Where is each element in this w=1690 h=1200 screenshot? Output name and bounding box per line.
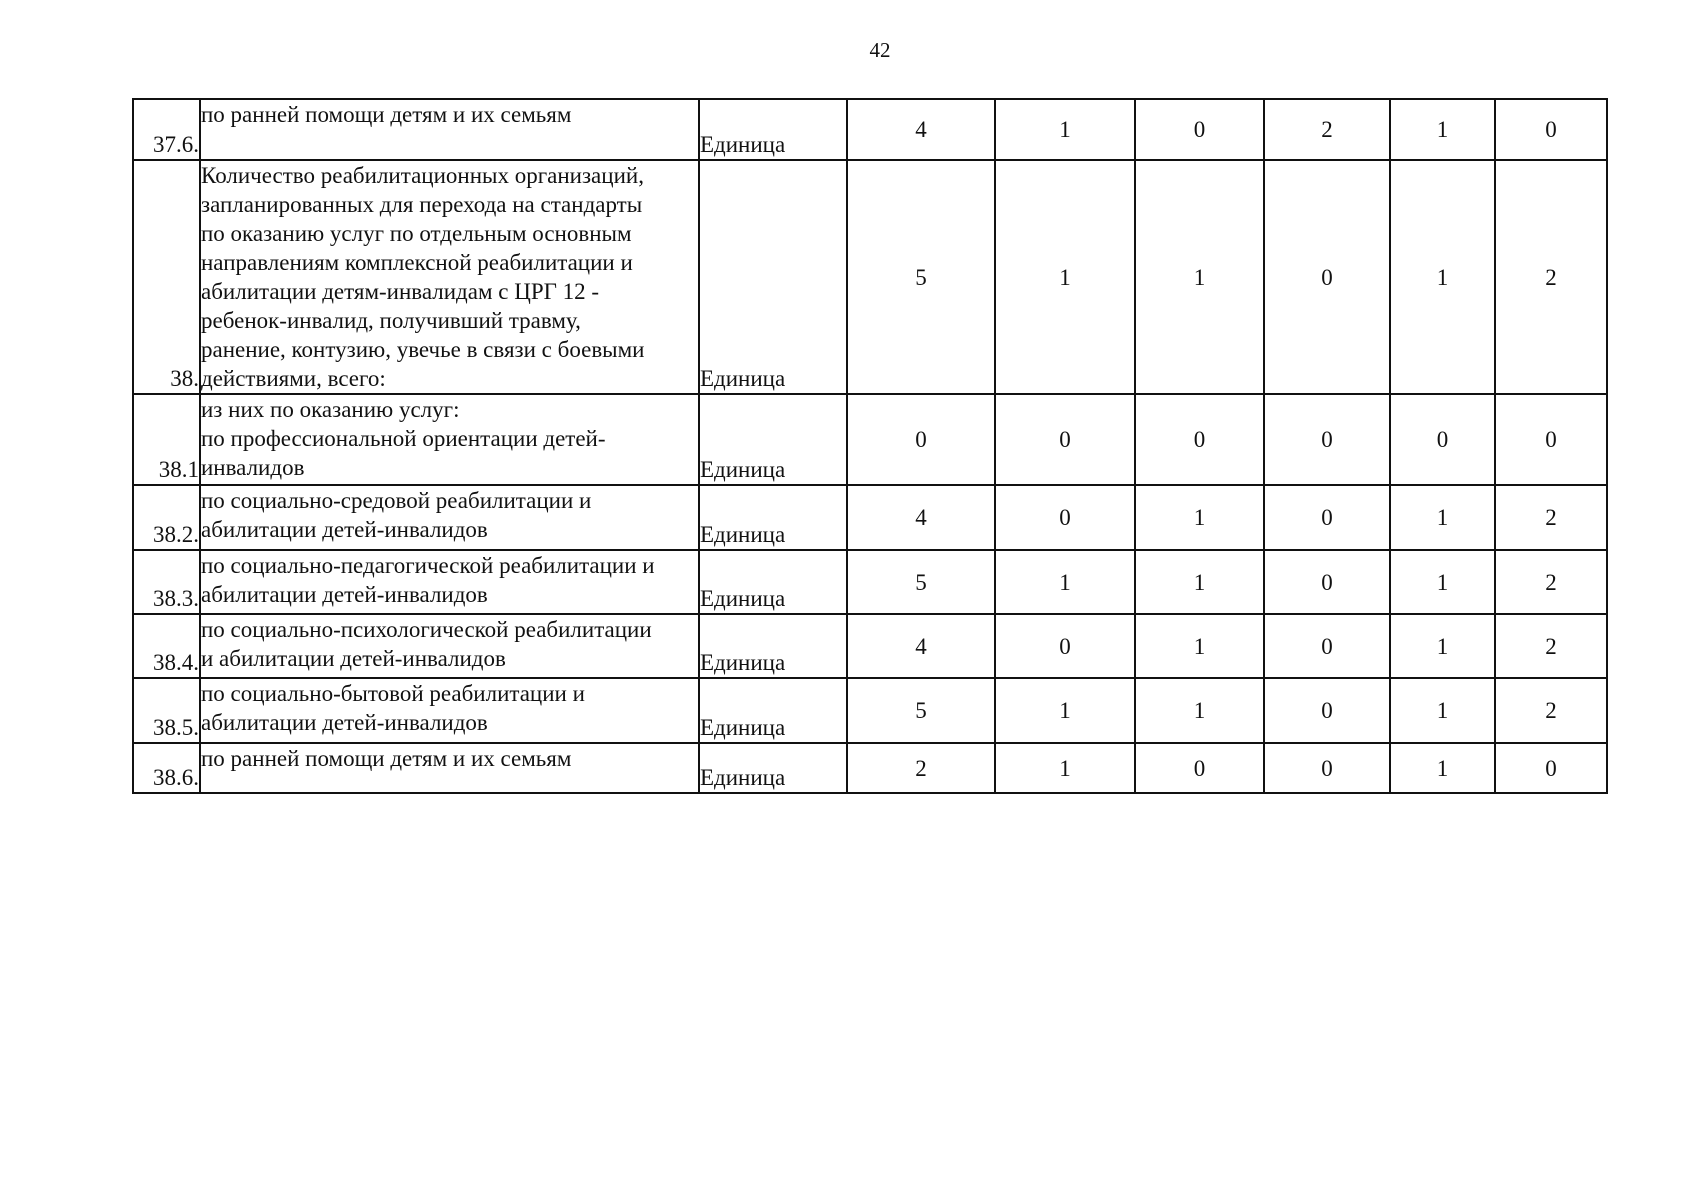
table-row [133, 394, 1607, 485]
row-description: по ранней помощи детям и их семьям [200, 99, 699, 160]
value-cell: 0 [1495, 743, 1607, 793]
row-description: по социально-психологической реабилитации и абилитации детей-инвалидов [200, 614, 699, 678]
value-cell: 0 [1135, 99, 1264, 160]
value-cell: 0 [995, 485, 1135, 550]
value-cell: 4 [847, 485, 995, 550]
value-cell: 2 [1495, 485, 1607, 550]
value-cell: 2 [1264, 99, 1390, 160]
value-cell: 0 [1264, 394, 1390, 485]
value-cell: 1 [1390, 614, 1495, 678]
table-row [133, 99, 1607, 160]
row-number: 38.4. [133, 614, 200, 678]
value-cell: 4 [847, 99, 995, 160]
value-cell: 0 [1495, 99, 1607, 160]
row-number: 38.6. [133, 743, 200, 793]
value-cell: 1 [995, 99, 1135, 160]
row-unit: Единица [699, 743, 847, 793]
value-cell: 1 [995, 160, 1135, 394]
value-cell: 1 [995, 550, 1135, 614]
value-cell: 0 [995, 394, 1135, 485]
value-cell: 0 [1264, 614, 1390, 678]
row-description: по социально-педагогической реабилитации и абилитации детей-инвалидов [200, 550, 699, 614]
row-unit: Единица [699, 394, 847, 485]
value-cell: 1 [1390, 550, 1495, 614]
value-cell: 0 [1264, 743, 1390, 793]
row-description: по ранней помощи детям и их семьям [200, 743, 699, 793]
table-row [133, 485, 1607, 550]
value-cell: 1 [1135, 678, 1264, 743]
value-cell: 1 [995, 743, 1135, 793]
row-number: 38.3. [133, 550, 200, 614]
value-cell: 1 [1390, 678, 1495, 743]
row-number: 38.1 [133, 394, 200, 485]
value-cell: 0 [1264, 678, 1390, 743]
value-cell: 5 [847, 678, 995, 743]
row-number: 38.2. [133, 485, 200, 550]
value-cell: 1 [1390, 485, 1495, 550]
row-number: 37.6. [133, 99, 200, 160]
row-description: Количество реабилитационных организаций, запланированных для перехода на стандарты по оказанию услуг по отдельным основным направлениям комплексной реабилитации и абилитации детям-инвалидам с ЦРГ 12 - ребенок-инвалид, получивший травму, ранение, контузию, увечье в связи с боевыми действиями, всего: [200, 160, 699, 394]
value-cell: 1 [1390, 743, 1495, 793]
value-cell: 0 [995, 614, 1135, 678]
value-cell: 0 [1135, 394, 1264, 485]
value-cell: 2 [1495, 160, 1607, 394]
row-description: по социально-средовой реабилитации и абилитации детей-инвалидов [200, 485, 699, 550]
row-description: по социально-бытовой реабилитации и абилитации детей-инвалидов [200, 678, 699, 743]
table-row [133, 743, 1607, 793]
value-cell: 2 [1495, 678, 1607, 743]
row-unit: Единица [699, 678, 847, 743]
value-cell: 2 [1495, 614, 1607, 678]
row-unit: Единица [699, 550, 847, 614]
row-unit: Единица [699, 99, 847, 160]
row-unit: Единица [699, 614, 847, 678]
row-number: 38. [133, 160, 200, 394]
row-description: из них по оказанию услуг: по профессиональной ориентации детей- инвалидов [200, 394, 699, 485]
row-unit: Единица [699, 485, 847, 550]
indicators-table [132, 98, 1608, 794]
value-cell: 0 [1264, 160, 1390, 394]
table-row [133, 614, 1607, 678]
table-row [133, 160, 1607, 394]
value-cell: 2 [1495, 550, 1607, 614]
value-cell: 0 [1135, 743, 1264, 793]
value-cell: 1 [1135, 485, 1264, 550]
value-cell: 1 [1135, 614, 1264, 678]
value-cell: 0 [847, 394, 995, 485]
value-cell: 0 [1264, 485, 1390, 550]
page-number: 42 [869, 38, 891, 62]
value-cell: 0 [1264, 550, 1390, 614]
value-cell: 4 [847, 614, 995, 678]
value-cell: 5 [847, 160, 995, 394]
value-cell: 0 [1390, 394, 1495, 485]
value-cell: 1 [1390, 99, 1495, 160]
value-cell: 1 [1135, 550, 1264, 614]
value-cell: 0 [1495, 394, 1607, 485]
value-cell: 1 [995, 678, 1135, 743]
value-cell: 5 [847, 550, 995, 614]
value-cell: 1 [1390, 160, 1495, 394]
table-row [133, 678, 1607, 743]
row-number: 38.5. [133, 678, 200, 743]
table-row [133, 550, 1607, 614]
value-cell: 2 [847, 743, 995, 793]
row-unit: Единица [699, 160, 847, 394]
value-cell: 1 [1135, 160, 1264, 394]
